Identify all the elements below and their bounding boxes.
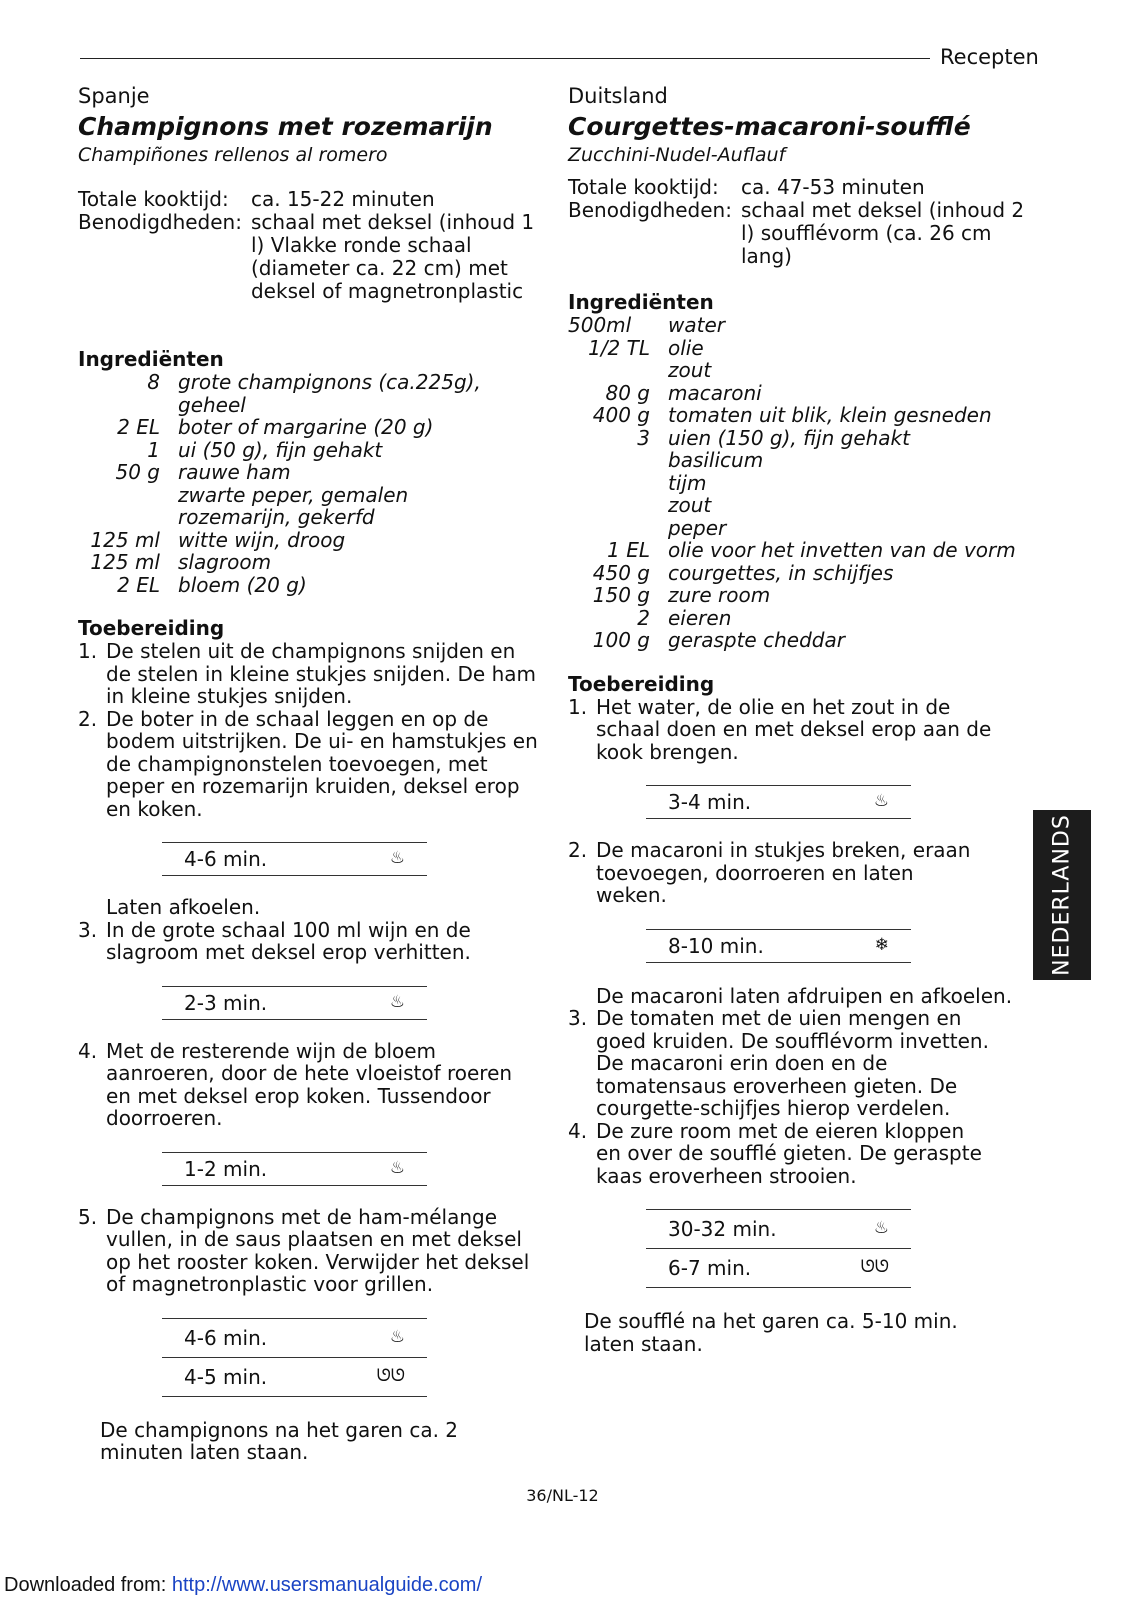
prep-heading: Toebereiding — [568, 671, 715, 696]
timer-time: 6-7 min. — [668, 1256, 752, 1280]
timer-row — [646, 1249, 911, 1288]
ingredient-row: 2 EL bloem (20 g) — [117, 572, 307, 597]
meta-key: Totale kooktijd: — [78, 187, 229, 211]
step-text: De stelen uit de champignons snijden en de stelen in kleine stukjes snijden. De ham in kleine stukjes snijden. — [106, 639, 536, 708]
ingredient-row: zout — [668, 493, 712, 517]
ingredient-row: 100 g geraspte cheddar — [592, 628, 845, 652]
ingredients-list — [78, 371, 543, 596]
ingredient-row: 1/2 TL olie — [588, 335, 704, 360]
step-text: De boter in de schaal leggen en op de bodem uitstrijken. De ui- en hamstukjes en de champignonstelen toevoegen, met peper en rozemarijn kruiden, deksel erop en koken. — [106, 706, 538, 821]
timer-time: 4-5 min. — [184, 1364, 268, 1389]
header-rule — [80, 58, 930, 59]
step-number: 1. — [568, 694, 588, 719]
recipe-title: Champignons met rozemarijn — [78, 112, 493, 141]
recipe-subtitle: Champiñones rellenos al romero — [78, 144, 388, 166]
language-tab-label: NEDERLANDS — [1049, 814, 1075, 976]
grill-icon: ᘎᘎ — [376, 1365, 405, 1386]
step-item — [568, 839, 988, 907]
page-number: 36/NL-12 — [526, 1486, 599, 1505]
step-item — [78, 1040, 543, 1130]
section-title: Recepten — [940, 45, 1039, 69]
ingredient-row: 1 EL olie voor het invetten van de vorm — [607, 538, 1016, 562]
step-item — [568, 1120, 988, 1188]
meta-key: Benodigdheden: — [568, 198, 732, 222]
step-number: 3. — [568, 1006, 588, 1030]
timer-time: 8-10 min. — [668, 933, 764, 958]
timer-row — [646, 1210, 911, 1249]
microwave-icon: ♨︎ — [873, 1218, 889, 1238]
ingredient-row: basilicum — [668, 448, 764, 472]
recipe-country: Spanje — [78, 84, 150, 108]
timer-box — [162, 986, 427, 1020]
step-item — [568, 1007, 1003, 1120]
timer-time: 3-4 min. — [668, 790, 752, 814]
note-text: Laten afkoelen. — [106, 895, 261, 919]
ingredients-list — [568, 314, 1016, 652]
timer-time: 2-3 min. — [184, 990, 268, 1015]
ingredient-row: 3 uien (150 g), fijn gehakt — [637, 425, 910, 450]
timer-box — [646, 1209, 911, 1288]
step-text: In de grote schaal 100 ml wijn en de slagroom met deksel erop verhitten. — [106, 917, 471, 964]
step-item — [78, 708, 543, 821]
microwave-icon: ♨︎ — [389, 1157, 405, 1178]
ingredient-row: tijm — [668, 470, 707, 495]
recipe-meta — [568, 176, 1026, 268]
defrost-icon: ❄︎ — [874, 934, 889, 955]
step-number: 2. — [78, 706, 98, 731]
closing-text: De champignons na het garen ca. 2 minuten laten staan. — [100, 1417, 459, 1464]
step-text: Het water, de olie en het zout in de schaal doen en met deksel erop aan de kook brengen. — [596, 694, 992, 764]
microwave-icon: ♨︎ — [389, 848, 405, 868]
recipe-title: Courgettes-macaroni-soufflé — [568, 112, 971, 141]
recipe-country: Duitsland — [568, 84, 668, 108]
step-number: 1. — [78, 639, 98, 663]
ingredient-row: 2 EL boter of margarine (20 g) — [117, 415, 434, 439]
ingredients-heading: Ingrediënten — [568, 290, 714, 314]
microwave-icon: ♨︎ — [389, 1326, 405, 1347]
timer-time: 4-6 min. — [184, 847, 268, 871]
timer-box — [646, 785, 911, 819]
ingredient-row: rozemarijn, gekerfd — [178, 505, 375, 529]
microwave-icon: ♨︎ — [873, 791, 889, 811]
ingredient-row: 500ml water — [568, 313, 725, 337]
timer-box — [646, 929, 911, 963]
ingredient-row: zout — [668, 358, 712, 382]
timer-time: 4-6 min. — [184, 1325, 268, 1350]
footer-prefix: Downloaded from: — [4, 1574, 172, 1596]
step-item — [78, 919, 543, 964]
recipe-meta — [78, 188, 536, 303]
meta-value: ca. 47-53 minuten — [740, 175, 925, 199]
ingredient-row: 150 g zure room — [592, 583, 771, 607]
ingredient-row: 2 eieren — [637, 605, 732, 630]
meta-value: schaal met deksel (inhoud 1 l) Vlakke ronde schaal (diameter ca. 22 cm) met deksel of magnetronplastic — [250, 210, 535, 303]
recipe-subtitle: Zucchini-Nudel-Auflauf — [568, 144, 786, 166]
language-tab — [1033, 810, 1091, 980]
ingredient-row: zwarte peper, gemalen — [178, 482, 409, 507]
timer-box — [162, 1318, 427, 1397]
microwave-icon: ♨︎ — [389, 991, 405, 1012]
closing-text: De soufflé na het garen ca. 5-10 min. laten staan. — [584, 1309, 958, 1356]
meta-key: Totale kooktijd: — [568, 175, 719, 199]
timer-box — [162, 842, 427, 876]
meta-value: schaal met deksel (inhoud 2 l) soufflévorm (ca. 26 cm lang) — [740, 198, 1025, 268]
timer-time: 30-32 min. — [668, 1217, 777, 1241]
footer-link[interactable]: http://www.usersmanualguide.com/ — [171, 1574, 483, 1596]
step-number: 5. — [78, 1204, 98, 1229]
ingredient-row: 450 g courgettes, in schijfjes — [592, 560, 894, 585]
meta-key: Benodigdheden: — [78, 210, 242, 234]
grill-icon: ᘎᘎ — [860, 1257, 889, 1277]
left-recipe — [78, 84, 543, 1464]
step-number: 2. — [568, 838, 588, 862]
ingredient-row: 80 g macaroni — [605, 380, 762, 405]
step-text: De zure room met de eieren kloppen en over de soufflé gieten. De geraspte kaas eroverheen strooien. — [596, 1118, 982, 1188]
ingredient-row: peper — [668, 515, 727, 540]
meta-value: ca. 15-22 minuten — [250, 187, 435, 211]
prep-heading: Toebereiding — [78, 616, 225, 640]
timer-row — [162, 1358, 427, 1397]
right-recipe — [568, 84, 1038, 1355]
timer-time: 1-2 min. — [184, 1156, 268, 1181]
ingredient-row: 1 ui (50 g), fijn gehakt — [147, 437, 383, 462]
step-item — [78, 640, 543, 708]
ingredients-heading: Ingrediënten — [78, 347, 224, 371]
ingredient-row: 125 ml slagroom — [90, 550, 272, 574]
step-number: 3. — [78, 917, 98, 942]
step-text: De tomaten met de uien mengen en goed kruiden. De soufflévorm invetten. De macaroni erin doen en de tomatensaus eroverheen gieten. De courgette-schijfjes hierop verdelen. — [596, 1006, 989, 1120]
ingredient-row: 125 ml witte wijn, droog — [90, 527, 346, 552]
ingredient-row: 8 grote champignons (ca.225g), geheel — [147, 370, 481, 417]
footer — [4, 1574, 482, 1597]
step-item — [78, 1206, 543, 1296]
note-text: De macaroni laten afdruipen en afkoelen. — [596, 983, 1013, 1008]
step-text: De macaroni in stukjes breken, eraan toevoegen, doorroeren en laten weken. — [596, 838, 971, 907]
step-text: De champignons met de ham-mélange vullen, in de saus plaatsen en met deksel op het rooster koken. Verwijder het deksel of magnetronplastic voor grillen. — [106, 1204, 530, 1296]
ingredient-row: 50 g rauwe ham — [115, 460, 291, 484]
step-number: 4. — [568, 1118, 588, 1143]
timer-row — [162, 1319, 427, 1358]
ingredient-row: 400 g tomaten uit blik, klein gesneden — [592, 403, 992, 427]
timer-box — [162, 1152, 427, 1186]
step-number: 4. — [78, 1038, 98, 1063]
step-item — [568, 696, 998, 764]
step-text: Met de resterende wijn de bloem aanroeren, door de hete vloeistof roeren en met deksel erop koken. Tussendoor doorroeren. — [106, 1038, 513, 1130]
